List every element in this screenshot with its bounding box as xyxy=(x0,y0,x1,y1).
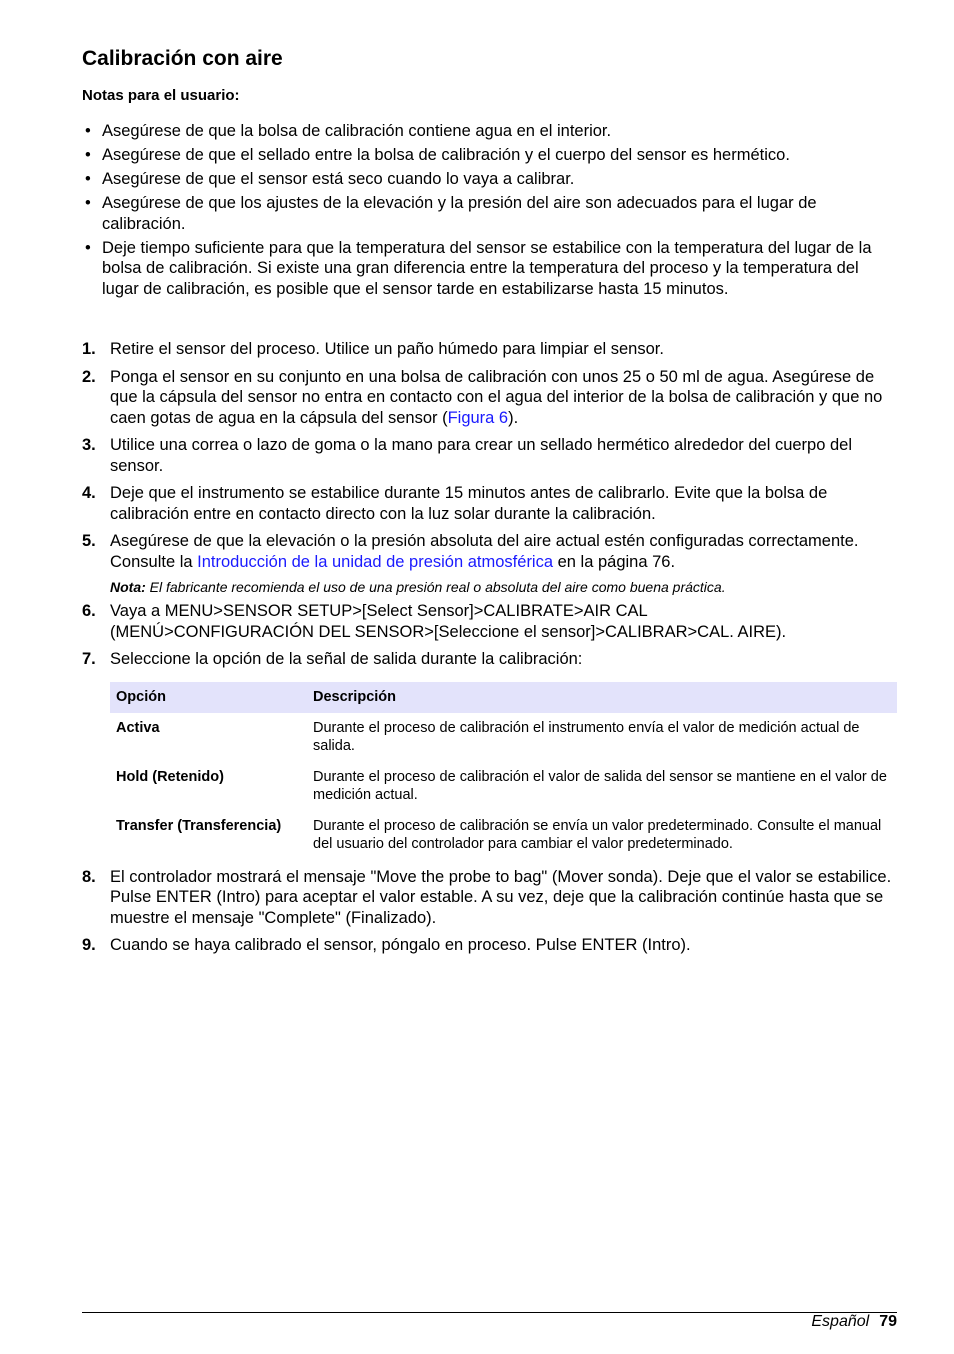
page-footer xyxy=(811,1312,897,1332)
step-text-end: en la página 76. xyxy=(553,552,676,571)
table-header-row xyxy=(110,682,897,713)
note-label: Nota: xyxy=(110,579,146,595)
step-3 xyxy=(82,435,897,476)
step-number: 5. xyxy=(82,532,96,550)
step-text: Cuando se haya calibrado el sensor, póngalo en proceso. Pulse ENTER (Intro). xyxy=(110,936,691,954)
step-2 xyxy=(82,367,897,429)
step-9 xyxy=(82,935,897,956)
step-number: 9. xyxy=(82,936,96,954)
notes-heading: Notas para el usuario: xyxy=(82,87,240,104)
column-header-description: Descripción xyxy=(307,682,897,713)
page-title: Calibración con aire xyxy=(82,47,283,70)
step-number: 3. xyxy=(82,436,96,454)
step-text-end: ). xyxy=(508,408,519,427)
step-text-line-2: (MENÚ>CONFIGURACIÓN DEL SENSOR>[Seleccione el sensor]>CALIBRAR>CAL. AIRE). xyxy=(110,622,787,641)
step-8 xyxy=(82,867,897,929)
note-text: El fabricante recomienda el uso de una presión real o absoluta del aire como buena práctica. xyxy=(145,579,726,595)
note-item: • Asegúrese de que los ajustes de la elevación y la presión del aire son adecuados para el lugar de calibración. xyxy=(82,193,897,234)
note-item: • Deje tiempo suficiente para que la temperatura del sensor se estabilice con la temperatura del lugar de la bolsa de calibración. Si existe una gran diferencia entre la temperatura del proceso y la temperatura del lugar de calibración, es posible que el sensor tarde en estabilizarse hasta 15 minutos. xyxy=(82,238,897,300)
column-header-option: Opción xyxy=(110,682,307,713)
pressure-unit-link[interactable]: Introducción de la unidad de presión atmosférica xyxy=(197,552,554,571)
note-item: • Asegúrese de que la bolsa de calibración contiene agua en el interior. xyxy=(82,121,897,142)
step-number: 2. xyxy=(82,367,96,386)
step-number: 1. xyxy=(82,340,96,358)
description-cell: Durante el proceso de calibración se envía un valor predeterminado. Consulte el manual del usuario del controlador para cambiar el valor predeterminado. xyxy=(313,817,882,852)
table-row xyxy=(110,713,897,762)
step-7 xyxy=(82,649,897,860)
options-table xyxy=(110,682,897,860)
description-cell: Durante el proceso de calibración el valor de salida del sensor se mantiene en el valor de medición actual. xyxy=(313,768,887,803)
option-cell: Activa xyxy=(116,719,160,736)
table-row xyxy=(110,762,897,811)
step-text: El controlador mostrará el mensaje "Move the probe to bag" (Mover sonda). Deje que el valor se estabilice. Pulse ENTER (Intro) para aceptar el valor estable. A su vez, deje que la calibración continúe hasta que se muestre el mensaje "Complete" (Finalizado). xyxy=(110,867,892,927)
footer-divider xyxy=(82,1312,897,1313)
step-text: Ponga el sensor en su conjunto en una bolsa de calibración con unos 25 o 50 ml de agua. Asegúrese de que la cápsula del sensor no entra en contacto con el agua del interior de la bolsa de calibración y que no caen gotas de agua en la cápsula del sensor ( xyxy=(110,367,883,427)
step-4 xyxy=(82,483,897,524)
procedure-steps xyxy=(82,339,897,963)
step-text: Retire el sensor del proceso. Utilice un paño húmedo para limpiar el sensor. xyxy=(110,340,664,358)
option-cell: Transfer (Transferencia) xyxy=(116,817,282,834)
note xyxy=(110,578,897,596)
step-text: Utilice una correa o lazo de goma o la mano para crear un sellado hermético alrededor del cuerpo del sensor. xyxy=(110,436,853,475)
notes-list xyxy=(82,121,897,303)
step-number: 7. xyxy=(82,650,96,668)
description-cell: Durante el proceso de calibración el instrumento envía el valor de medición actual de salida. xyxy=(313,719,860,754)
footer-language: Español xyxy=(811,1313,870,1330)
step-number: 8. xyxy=(82,867,96,886)
step-text: Asegúrese de que la elevación o la presión absoluta del aire actual estén configuradas correctamente. Consulte la xyxy=(110,532,859,571)
step-text: Seleccione la opción de la señal de salida durante la calibración: xyxy=(110,650,583,668)
step-5 xyxy=(82,531,897,596)
note-item: • Asegúrese de que el sellado entre la bolsa de calibración y el cuerpo del sensor es hermético. xyxy=(82,145,897,166)
option-cell: Hold (Retenido) xyxy=(116,768,224,785)
step-number: 4. xyxy=(82,484,96,502)
step-1 xyxy=(82,339,897,360)
step-6 xyxy=(82,601,897,642)
step-text-line-1: Vaya a MENU>SENSOR SETUP>[Select Sensor]>CALIBRATE>AIR CAL xyxy=(110,602,648,620)
step-text: Deje que el instrumento se estabilice durante 15 minutos antes de calibrarlo. Evite que la bolsa de calibración entre en contacto directo con la luz solar durante la calibración. xyxy=(110,484,828,523)
table-row xyxy=(110,811,897,860)
step-number: 6. xyxy=(82,602,96,620)
page-number: 79 xyxy=(879,1313,897,1330)
figure-6-link[interactable]: Figura 6 xyxy=(447,408,509,427)
note-item: • Asegúrese de que el sensor está seco cuando lo vaya a calibrar. xyxy=(82,169,897,190)
